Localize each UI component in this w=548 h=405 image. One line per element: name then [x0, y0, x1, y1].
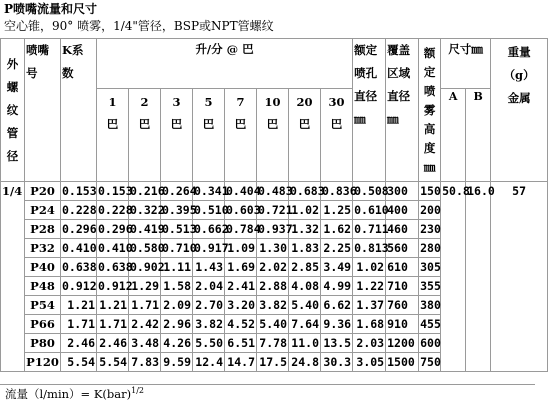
- thread-diameter-line: 径: [6, 148, 19, 163]
- weight-line: （g）: [503, 68, 535, 82]
- k-factor-line: K系: [62, 43, 84, 57]
- flow-cell: 0.603: [225, 201, 257, 220]
- flow-cell: 5.50: [193, 334, 225, 353]
- flow-cell: 0.662: [193, 220, 225, 239]
- flow-cell: 0.483: [257, 182, 289, 201]
- coverage-cell: 400: [386, 201, 419, 220]
- flow-cell: 2.96: [161, 315, 193, 334]
- flow-cell: 0.721: [257, 201, 289, 220]
- flow-cell: 0.784: [225, 220, 257, 239]
- header-spray-height: [419, 39, 441, 182]
- orifice-cell: 0.711: [353, 220, 386, 239]
- flow-cell: 0.228: [97, 201, 129, 220]
- nozzle-cell: P80: [25, 334, 61, 353]
- flow-cell: 4.99: [321, 277, 353, 296]
- orifice-line: 额定: [354, 43, 378, 57]
- pressure-value: 10: [264, 95, 281, 109]
- k-factor-cell: 0.638: [61, 258, 97, 277]
- flow-cell: 0.912: [97, 277, 129, 296]
- coverage-cell: 910: [386, 315, 419, 334]
- header-weight: [491, 39, 548, 182]
- nozzle-cell: P28: [25, 220, 61, 239]
- flow-cell: 9.36: [321, 315, 353, 334]
- pressure-unit: 巴: [298, 117, 311, 131]
- pressure-value: 20: [296, 95, 313, 109]
- flow-cell: 1.09: [225, 239, 257, 258]
- table-subtitle: 空心锥，90° 喷雾，1/4"管径，BSP或NPT管螺纹: [4, 19, 274, 33]
- flow-cell: 1.02: [289, 201, 321, 220]
- flow-cell: 1.32: [289, 220, 321, 239]
- coverage-cell: 1500: [386, 353, 419, 372]
- flow-cell: 1.43: [193, 258, 225, 277]
- pressure-unit: 巴: [138, 117, 151, 131]
- flow-cell: 1.71: [129, 296, 161, 315]
- pressure-value: 7: [236, 95, 245, 109]
- flow-cell: 0.836: [321, 182, 353, 201]
- thread-diameter-line: 外: [6, 56, 19, 71]
- flow-cell: 1.25: [321, 201, 353, 220]
- flow-cell: 2.09: [161, 296, 193, 315]
- pressure-unit: 巴: [106, 117, 119, 131]
- header-coverage: [386, 39, 419, 182]
- nozzle-cell: P54: [25, 296, 61, 315]
- k-factor-cell: 0.912: [61, 277, 97, 296]
- coverage-cell: 610: [386, 258, 419, 277]
- nozzle-cell: P32: [25, 239, 61, 258]
- flow-cell: 0.638: [97, 258, 129, 277]
- flow-cell: 9.59: [161, 353, 193, 372]
- flow-cell: 1.62: [321, 220, 353, 239]
- flow-cell: 2.85: [289, 258, 321, 277]
- flow-cell: 2.88: [257, 277, 289, 296]
- coverage-line: 覆盖: [387, 43, 411, 57]
- flow-cell: 0.710: [161, 239, 193, 258]
- flow-cell: 3.48: [129, 334, 161, 353]
- flow-cell: 0.296: [97, 220, 129, 239]
- table-title: P喷嘴流量和尺寸: [4, 2, 98, 16]
- flow-cell: 0.902: [129, 258, 161, 277]
- dim-b-cell: 16.0: [466, 182, 491, 372]
- weight-cell: 57: [491, 182, 548, 372]
- spray-height-cell: 600: [419, 334, 441, 353]
- flow-cell: 0.404: [225, 182, 257, 201]
- flow-cell: 5.40: [257, 315, 289, 334]
- orifice-cell: 1.68: [353, 315, 386, 334]
- orifice-cell: 0.610: [353, 201, 386, 220]
- k-factor-cell: 5.54: [61, 353, 97, 372]
- k-factor-cell: 0.410: [61, 239, 97, 258]
- flow-cell: 0.580: [129, 239, 161, 258]
- flow-cell: 1.11: [161, 258, 193, 277]
- spray-height-line: 雾: [423, 102, 436, 117]
- orifice-cell: 1.22: [353, 277, 386, 296]
- spray-height-line: ㎜: [423, 159, 436, 174]
- flow-cell: 3.49: [321, 258, 353, 277]
- flow-cell: 0.510: [193, 201, 225, 220]
- nozzle-cell: P48: [25, 277, 61, 296]
- k-factor-cell: 0.296: [61, 220, 97, 239]
- formula-text: 流量（l/min）= K(bar)$^{1/2}$: [5, 386, 144, 401]
- header-dim-a: A: [441, 89, 466, 182]
- nozzle-cell: P120: [25, 353, 61, 372]
- k-factor-cell: 1.21: [61, 296, 97, 315]
- header-dimension-group: 尺寸㎜: [441, 39, 491, 89]
- k-factor-cell: 0.153: [61, 182, 97, 201]
- flow-cell: 4.08: [289, 277, 321, 296]
- weight-line: 金属: [507, 91, 531, 105]
- flow-cell: 11.0: [289, 334, 321, 353]
- pressure-value: 3: [172, 95, 181, 109]
- pressure-unit: 巴: [170, 117, 183, 131]
- nozzle-number-line: 号: [26, 66, 38, 80]
- flow-cell: 5.40: [289, 296, 321, 315]
- nozzle-number-line: 喷嘴: [26, 43, 49, 57]
- flow-cell: 0.917: [193, 239, 225, 258]
- header-pressure-30: [321, 89, 353, 182]
- orifice-cell: 3.05: [353, 353, 386, 372]
- header-dim-b: B: [466, 89, 491, 182]
- flow-cell: 17.5: [257, 353, 289, 372]
- flow-cell: 13.5: [321, 334, 353, 353]
- spray-height-cell: 280: [419, 239, 441, 258]
- k-factor-line: 数: [62, 66, 74, 80]
- spray-height-line: 定: [423, 64, 436, 79]
- spray-height-line: 喷: [423, 83, 436, 98]
- weight-line: 重量: [507, 45, 531, 59]
- flow-cell: 1.71: [97, 315, 129, 334]
- orifice-line: ㎜: [354, 112, 366, 126]
- flow-cell: 1.69: [225, 258, 257, 277]
- pressure-unit: 巴: [266, 117, 279, 131]
- header-pressure-5: [193, 89, 225, 182]
- flow-cell: 2.42: [129, 315, 161, 334]
- coverage-cell: 460: [386, 220, 419, 239]
- thread-diameter-line: 纹: [6, 102, 19, 117]
- spray-height-line: 额: [423, 45, 436, 60]
- coverage-line: 区域: [387, 66, 411, 80]
- coverage-cell: 560: [386, 239, 419, 258]
- spray-height-cell: 750: [419, 353, 441, 372]
- flow-cell: 6.51: [225, 334, 257, 353]
- k-factor-cell: 2.46: [61, 334, 97, 353]
- flow-cell: 2.41: [225, 277, 257, 296]
- flow-cell: 2.70: [193, 296, 225, 315]
- header-pressure-1: [97, 89, 129, 182]
- spray-height-cell: 380: [419, 296, 441, 315]
- orifice-cell: 1.02: [353, 258, 386, 277]
- header-pressure-2: [129, 89, 161, 182]
- coverage-line: 直径: [387, 89, 411, 103]
- flow-cell: 2.02: [257, 258, 289, 277]
- header-pressure-20: [289, 89, 321, 182]
- header-pressure-7: [225, 89, 257, 182]
- flow-cell: 3.82: [193, 315, 225, 334]
- spray-height-cell: 355: [419, 277, 441, 296]
- flow-cell: 2.46: [97, 334, 129, 353]
- flow-cell: 30.3: [321, 353, 353, 372]
- nozzle-cell: P24: [25, 201, 61, 220]
- nozzle-cell: P40: [25, 258, 61, 277]
- coverage-cell: 1200: [386, 334, 419, 353]
- orifice-cell: 2.03: [353, 334, 386, 353]
- thread-diameter-line: 螺: [6, 79, 19, 94]
- flow-cell: 24.8: [289, 353, 321, 372]
- spray-height-cell: 305: [419, 258, 441, 277]
- flow-cell: 1.58: [161, 277, 193, 296]
- flow-cell: 0.153: [97, 182, 129, 201]
- nozzle-cell: P66: [25, 315, 61, 334]
- header-pressure-3: [161, 89, 193, 182]
- flow-cell: 1.30: [257, 239, 289, 258]
- flow-cell: 0.937: [257, 220, 289, 239]
- flow-cell: 0.216: [129, 182, 161, 201]
- flow-cell: 0.410: [97, 239, 129, 258]
- header-orifice: [353, 39, 386, 182]
- pressure-value: 30: [328, 95, 345, 109]
- spray-height-line: 高: [423, 121, 436, 136]
- flow-cell: 0.264: [161, 182, 193, 201]
- header-flow-group: 升/分 @ 巴: [97, 39, 353, 89]
- pressure-unit: 巴: [202, 117, 215, 131]
- flow-cell: 7.64: [289, 315, 321, 334]
- header-pressure-10: [257, 89, 289, 182]
- pressure-value: 1: [108, 95, 117, 109]
- flow-cell: 1.29: [129, 277, 161, 296]
- spray-height-line: 度: [423, 140, 436, 155]
- orifice-cell: 0.813: [353, 239, 386, 258]
- flow-cell: 6.62: [321, 296, 353, 315]
- flow-cell: 4.52: [225, 315, 257, 334]
- flow-cell: 7.78: [257, 334, 289, 353]
- table-row: [1, 182, 548, 201]
- flow-cell: 0.513: [161, 220, 193, 239]
- flow-cell: 0.419: [129, 220, 161, 239]
- flow-cell: 7.83: [129, 353, 161, 372]
- thread-size-cell: 1/4: [1, 182, 25, 372]
- k-factor-cell: 0.228: [61, 201, 97, 220]
- coverage-cell: 710: [386, 277, 419, 296]
- header-thread-diameter: [1, 39, 25, 182]
- spray-height-cell: 455: [419, 315, 441, 334]
- flow-cell: 2.25: [321, 239, 353, 258]
- orifice-cell: 1.37: [353, 296, 386, 315]
- spray-height-cell: 150: [419, 182, 441, 201]
- coverage-line: ㎜: [387, 112, 399, 126]
- pressure-value: 5: [204, 95, 213, 109]
- flow-cell: 1.21: [97, 296, 129, 315]
- nozzle-cell: P20: [25, 182, 61, 201]
- flow-cell: 2.04: [193, 277, 225, 296]
- flow-cell: 4.26: [161, 334, 193, 353]
- orifice-line: 喷孔: [354, 66, 378, 80]
- header-k-factor: [61, 39, 97, 182]
- flow-cell: 14.7: [225, 353, 257, 372]
- flow-cell: 12.4: [193, 353, 225, 372]
- flow-cell: 0.683: [289, 182, 321, 201]
- formula-footer: [0, 384, 535, 405]
- spray-height-cell: 200: [419, 201, 441, 220]
- coverage-cell: 300: [386, 182, 419, 201]
- flow-cell: 3.20: [225, 296, 257, 315]
- k-factor-cell: 1.71: [61, 315, 97, 334]
- spray-height-cell: 230: [419, 220, 441, 239]
- pressure-unit: 巴: [234, 117, 247, 131]
- dim-a-cell: 50.8: [441, 182, 466, 372]
- coverage-cell: 760: [386, 296, 419, 315]
- pressure-value: 2: [140, 95, 149, 109]
- flow-cell: 0.322: [129, 201, 161, 220]
- flow-cell: 0.341: [193, 182, 225, 201]
- header-nozzle-number: [25, 39, 61, 182]
- flow-cell: 0.395: [161, 201, 193, 220]
- orifice-cell: 0.508: [353, 182, 386, 201]
- flow-cell: 5.54: [97, 353, 129, 372]
- flow-cell: 1.83: [289, 239, 321, 258]
- pressure-unit: 巴: [330, 117, 343, 131]
- orifice-line: 直径: [354, 89, 378, 103]
- flow-cell: 3.82: [257, 296, 289, 315]
- thread-diameter-line: 管: [6, 125, 19, 140]
- nozzle-table: [0, 38, 548, 372]
